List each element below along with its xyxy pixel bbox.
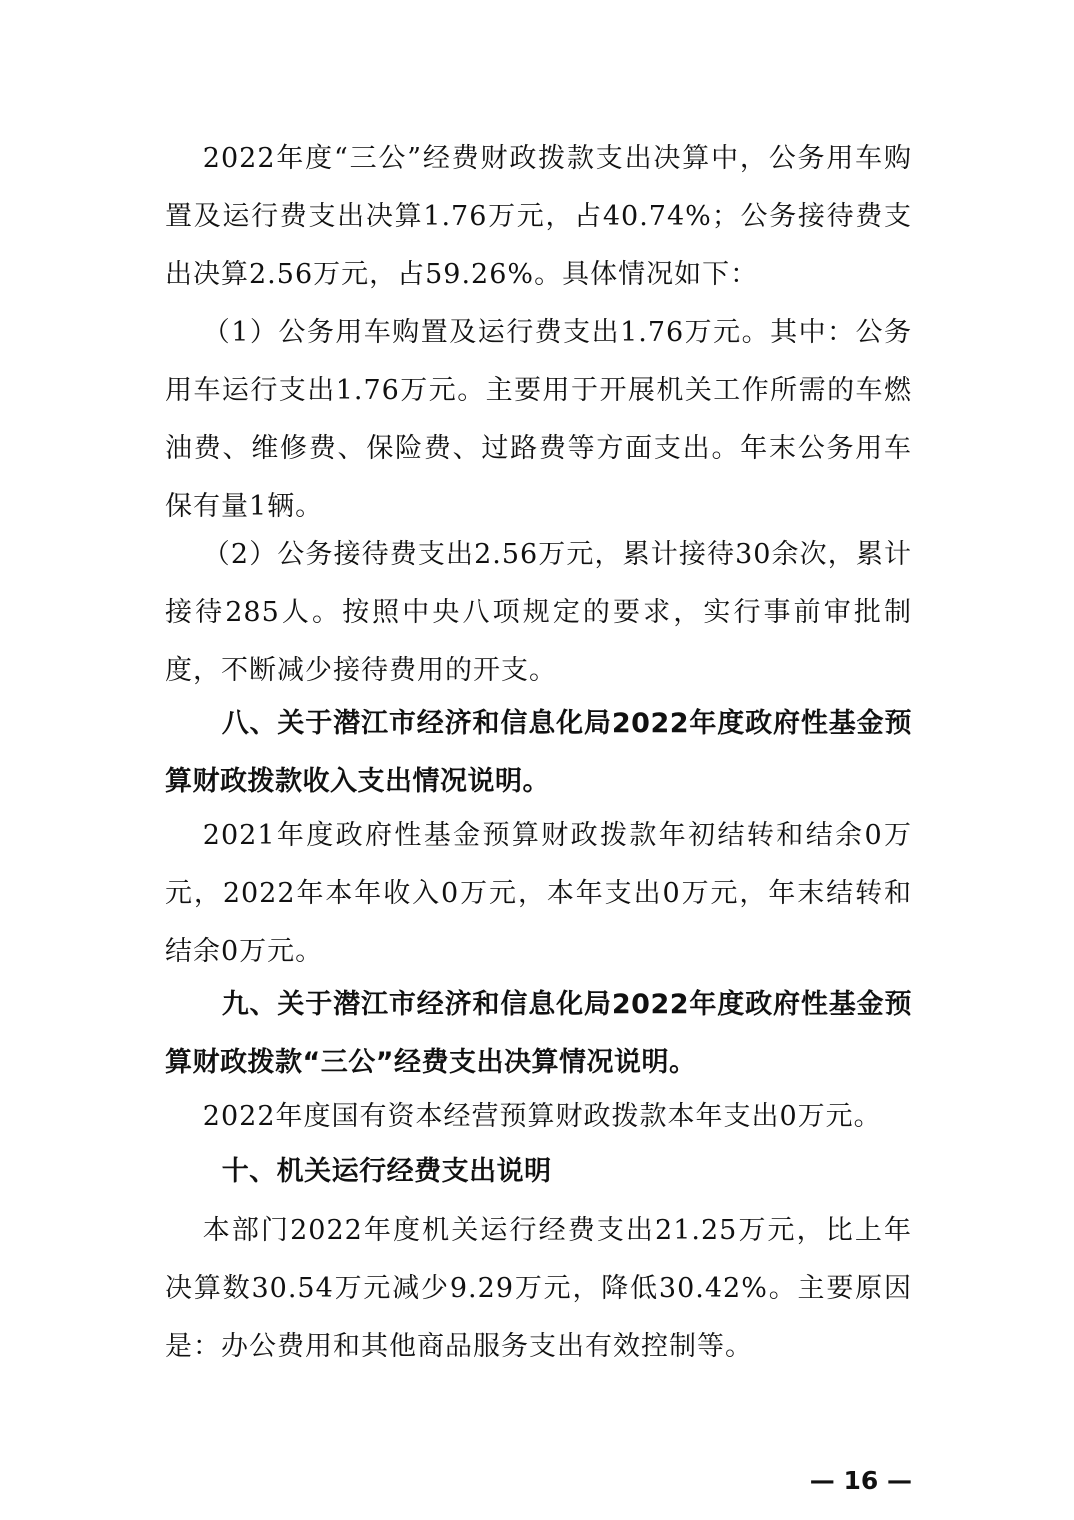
paragraph-reception-expense: （2）公务接待费支出2.56万元，累计接待30余次，累计接待285人。按照中央八项规定的要求，实行事前审批制度，不断减少接待费用的开支。 <box>165 539 912 686</box>
paragraph-vehicle-expense: （1）公务用车购置及运行费支出1.76万元。其中：公务用车运行支出1.76万元。主要用于开展机关工作所需的车燃油费、维修费、保险费、过路费等方面支出。年末公务用车保有量1辆。 <box>165 317 912 522</box>
section-9-body: 2022年度国有资本经营预算财政拨款本年支出0万元。 <box>202 1101 882 1132</box>
section-8-body: 2021年度政府性基金预算财政拨款年初结转和结余0万元，2022年本年收入0万元，本年支出0万元，年末结转和结余0万元。 <box>165 820 912 967</box>
section-10-body: 本部门2022年度机关运行经费支出21.25万元，比上年决算数30.54万元减少9.29万元，降低30.42%。主要原因是：办公费用和其他商品服务支出有效控制等。 <box>165 1215 912 1362</box>
section-8-heading: 八、关于潜江市经济和信息化局2022年度政府性基金预算财政拨款收入支出情况说明。 <box>165 708 912 797</box>
section-10-heading: 十、机关运行经费支出说明 <box>221 1156 552 1187</box>
section-9-heading: 九、关于潜江市经济和信息化局2022年度政府性基金预算财政拨款“三公”经费支出决算情况说明。 <box>165 989 912 1078</box>
page-number: — 16 — <box>809 1466 912 1495</box>
paragraph-sangong-summary: 2022年度“三公”经费财政拨款支出决算中，公务用车购置及运行费支出决算1.76万元，占40.74%；公务接待费支出决算2.56万元，占59.26%。具体情况如下： <box>165 143 912 290</box>
